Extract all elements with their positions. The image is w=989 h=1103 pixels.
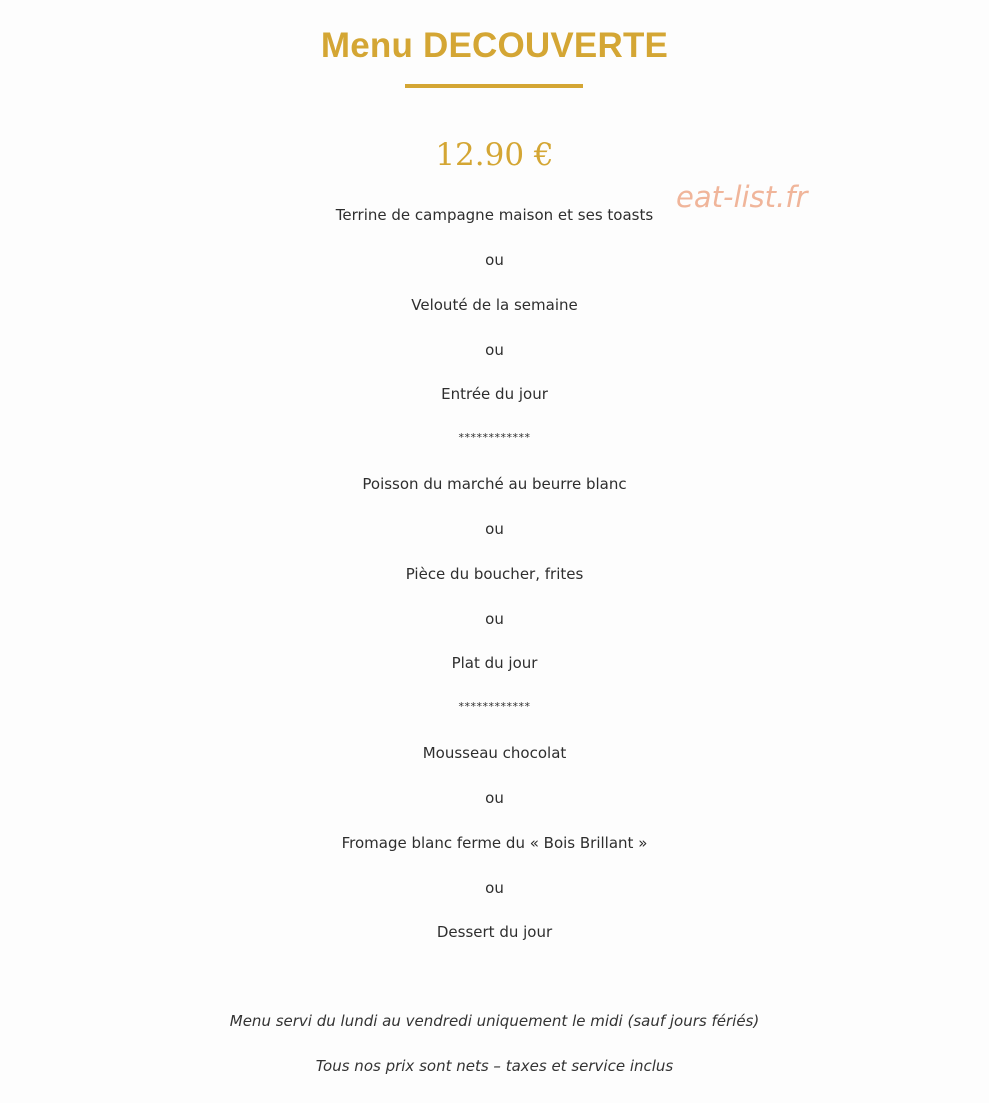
menu-item: Velouté de la semaine [411,296,578,314]
menu-or: ou [485,341,504,359]
title-underline [405,84,583,88]
watermark: eat-list.fr [676,180,808,214]
menu-or: ou [485,789,504,807]
menu-title: Menu DECOUVERTE [320,26,669,65]
course-separator: ************ [458,431,531,444]
menu-item: Entrée du jour [441,385,548,403]
menu-or: ou [485,610,504,628]
menu-item: Mousseau chocolat [422,744,567,762]
course-separator: ************ [458,700,531,713]
price-note: Tous nos prix sont nets – taxes et service inclus [315,1057,674,1075]
menu-item: Dessert du jour [436,923,553,941]
menu-item: Fromage blanc ferme du « Bois Brillant » [341,834,648,852]
menu-item: Plat du jour [451,654,538,672]
menu-item: Poisson du marché au beurre blanc [362,475,627,493]
menu-or: ou [485,251,504,269]
service-note: Menu servi du lundi au vendredi uniquement le midi (sauf jours fériés) [229,1012,760,1030]
menu-or: ou [485,879,504,897]
menu-item: Terrine de campagne maison et ses toasts [335,206,654,224]
menu-price: 12.90 € [435,137,554,173]
menu-or: ou [485,520,504,538]
menu-item: Pièce du boucher, frites [405,565,584,583]
